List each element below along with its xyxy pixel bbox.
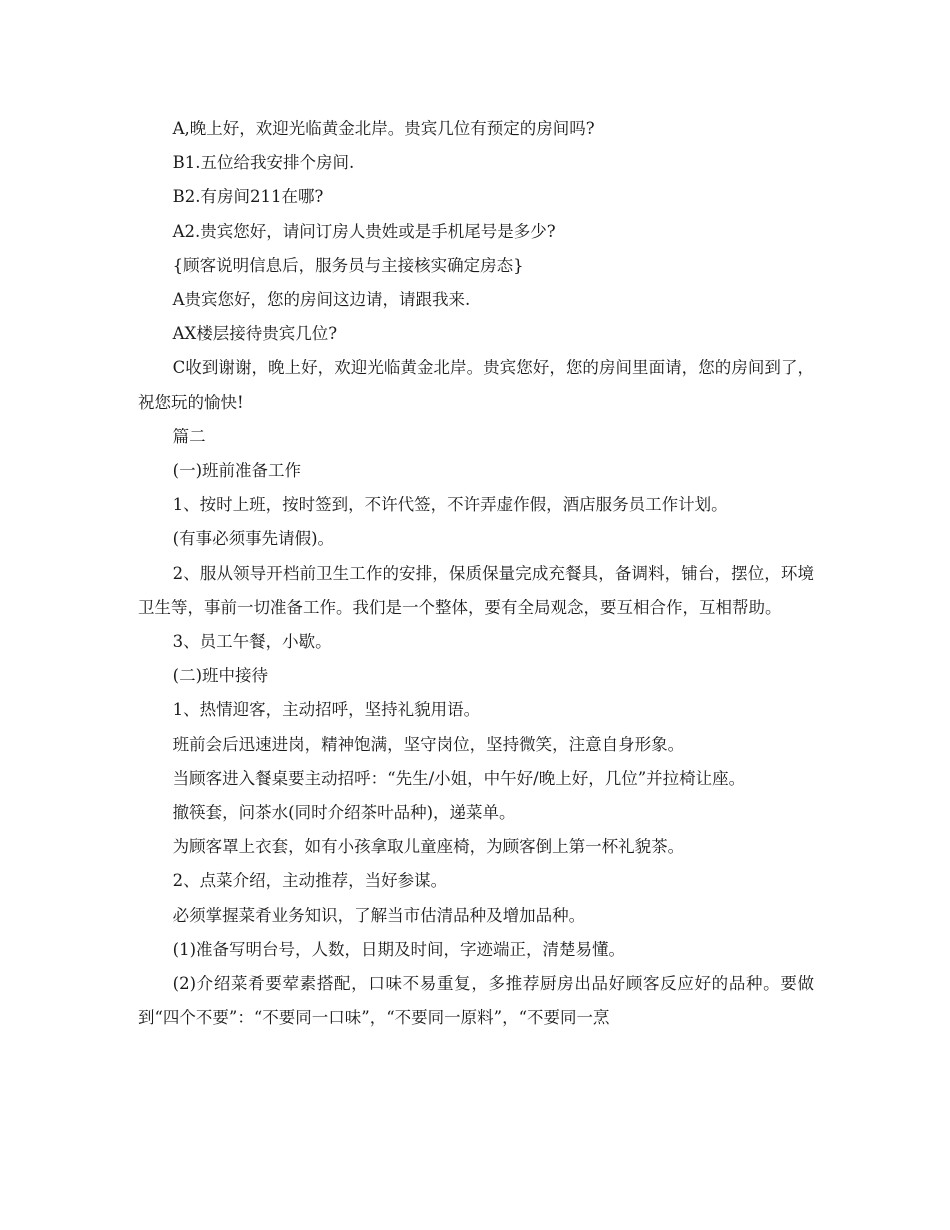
paragraph: 必须掌握菜肴业务知识，了解当市估清品种及增加品种。 [172, 905, 586, 925]
paragraph: 2、点菜介绍，主动推荐，当好参谋。 [172, 871, 448, 891]
section-heading: (一)班前准备工作 [172, 461, 302, 481]
paragraph: 撤筷套，问茶水(同时介绍茶叶品种)，递菜单。 [172, 803, 516, 823]
paragraph: B1.五位给我安排个房间. [172, 153, 355, 173]
paragraph: 1、按时上班，按时签到，不许代签，不许弄虚作假，酒店服务员工作计划。 [172, 495, 728, 515]
paragraph: 当顾客进入餐桌要主动招呼：“先生/小姐，中午好/晚上好，几位”并拉椅让座。 [172, 768, 746, 788]
paragraph: A2.贵宾您好，请问订房人贵姓或是手机尾号是多少? [172, 221, 556, 241]
paragraph: (1)准备写明台号，人数，日期及时间，字迹端正，清楚易懂。 [172, 939, 626, 959]
paragraph: A贵宾您好，您的房间这边请，请跟我来. [172, 290, 471, 310]
paragraph: 3、员工午餐，小歇。 [172, 632, 332, 652]
paragraph: 为顾客罩上衣套，如有小孩拿取儿童座椅，为顾客倒上第一杯礼貌茶。 [172, 837, 685, 857]
paragraph: C收到谢谢，晚上好，欢迎光临黄金北岸。贵宾您好，您的房间里面请，您的房间到了，祝您玩的愉快! [138, 358, 814, 412]
section-heading: (二)班中接待 [172, 666, 269, 686]
section-heading: 篇二 [172, 426, 206, 446]
paragraph: {顾客说明信息后，服务员与主接核实确定房态} [172, 255, 524, 275]
paragraph: B2.有房间211在哪? [172, 187, 324, 207]
paragraph: AX楼层接待贵宾几位? [172, 324, 338, 344]
paragraph: A,晚上好，欢迎光临黄金北岸。贵宾几位有预定的房间吗? [172, 119, 595, 138]
paragraph: 班前会后迅速进岗，精神饱满，坚守岗位，坚持微笑，注意自身形象。 [172, 734, 685, 754]
document-body [138, 112, 814, 1035]
paragraph: (有事必须事先请假)。 [172, 529, 335, 549]
paragraph: 2、服从领导开档前卫生工作的安排，保质保量完成充餐具，备调料，铺台，摆位，环境卫生等，事前一切准备工作。我们是一个整体，要有全局观念，要互相合作，互相帮助。 [138, 563, 814, 617]
paragraph: 1、热情迎客，主动招呼，坚持礼貌用语。 [172, 700, 481, 720]
paragraph: (2)介绍菜肴要荤素搭配，口味不易重复，多推荐厨房出品好顾客反应好的品种。要做到“四个不要”：“不要同一口味”，“不要同一原料”，“不要同一烹 [138, 974, 814, 1028]
